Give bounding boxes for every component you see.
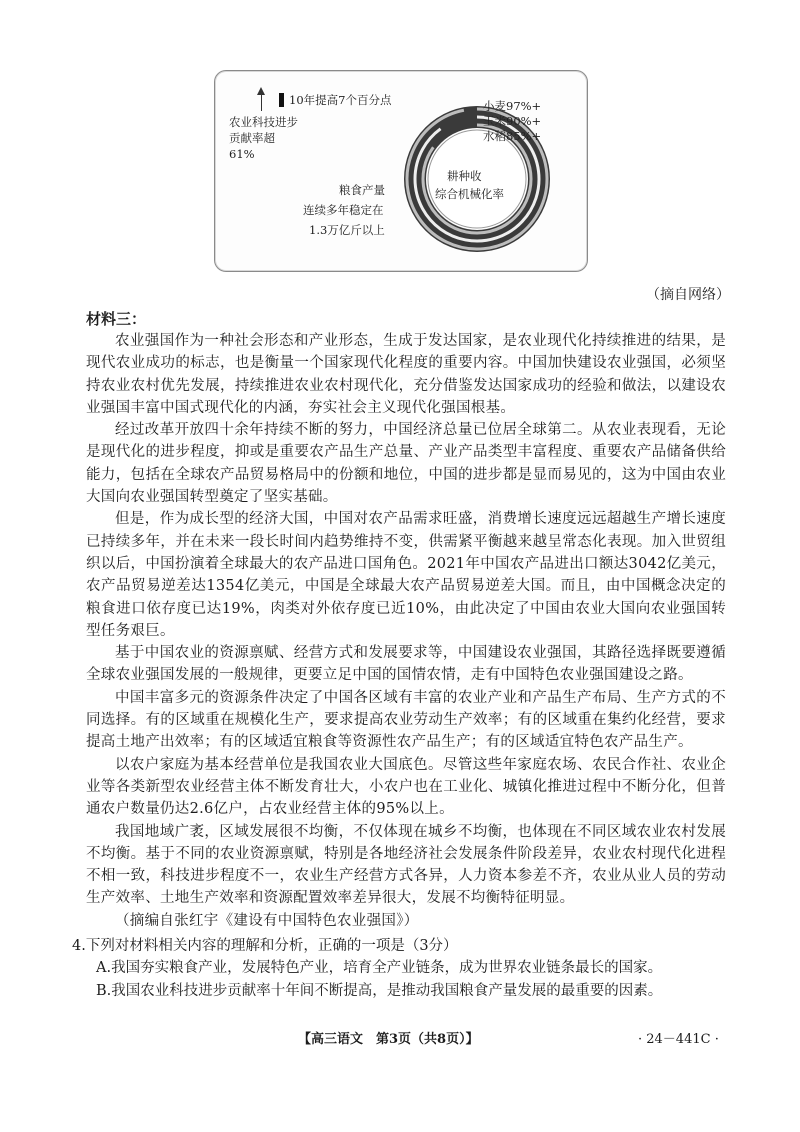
infographic-figure <box>214 70 588 272</box>
tech-label-line2: 贡献率超 <box>229 131 275 145</box>
option-a[interactable]: A.我国夯实粮食产业，发展特色产业，培育全产业链条，成为世界农业链条最长的国家。 <box>96 960 663 977</box>
option-b[interactable]: B.我国农业科技进步贡献率十年间不断提高，是推动我国粮食产量发展的最重要的因素。 <box>96 982 663 999</box>
mech-rate-corn: 玉米90%+ <box>483 114 542 128</box>
footer-exam-code: · 24－441C · <box>638 1032 719 1047</box>
up-arrow-head <box>257 87 265 95</box>
paragraph-4: 基于中国农业的资源禀赋、经营方式和发展要求等，中国建设农业强国，其路径选择既要遵循全球农业强国发展的一般规律，更要立足中国的国情农情，走有中国特色农业强国建设之路。 <box>86 645 726 684</box>
material-three-source: （摘编自张红宇《建设有中国特色农业强国》） <box>115 912 419 929</box>
grain-label-line1: 粮食产量 <box>339 183 385 197</box>
question-4 <box>72 935 732 1002</box>
paragraph-1: 农业强国作为一种社会形态和产业形态，生成于发达国家，是农业现代化持续推进的结果，是现代农业成功的标志，也是衡量一个国家现代化程度的重要内容。中国加快建设农业强国，必须坚持农业农村优先发展，持续推进农业农村现代化，充分借鉴发达国家成功的经验和做法，以建设农业强国丰富中国式现代化的内涵，夯实社会主义现代化强国根基。 <box>86 333 726 416</box>
footer-page-info: 【高三语文 第3页（共8页）】 <box>298 1032 479 1047</box>
tech-label-line3: 61% <box>229 147 255 161</box>
figure-source: （摘自网络） <box>646 287 730 303</box>
page-footer <box>0 1028 800 1050</box>
paragraph-6: 以农户家庭为基本经营单位是我国农业大国底色。尽管这些年家庭农场、农民合作社、农业企业等各类新型农业经营主体不断发育壮大，小农户也在工业化、城镇化推进过程中不断分化，但普通农户数量仍达2.6亿户，占农业经营主体的95%以上。 <box>86 756 726 818</box>
mech-rate-rice: 水稻85%+ <box>483 129 542 143</box>
grain-label-line3: 1.3万亿斤以上 <box>309 223 385 237</box>
tick-note: 10年提高7个百分点 <box>289 93 392 107</box>
mech-center-line1: 耕种收 <box>447 169 482 183</box>
mech-center-line2: 综合机械化率 <box>435 187 504 201</box>
paragraph-5: 中国丰富多元的资源条件决定了中国各区域有丰富的农业产业和产品生产布局、生产方式的不同选择。有的区域重在规模化生产，要求提高农业劳动生产效率；有的区域重在集约化经营，要求提高土地产出效率；有的区域适宜粮食等资源性农产品生产；有的区域适宜特色农产品生产。 <box>86 689 726 751</box>
mech-rate-wheat: 小麦97%+ <box>483 99 542 113</box>
material-three-body <box>86 330 726 932</box>
question-stem: 4.下列对材料相关内容的理解和分析，正确的一项是（3分） <box>72 938 458 954</box>
paragraph-3: 但是，作为成长型的经济大国，中国对农产品需求旺盛，消费增长速度远远超越生产增长速度已持续多年，并在未来一段长时间内趋势维持不变，供需紧平衡越来越呈常态化表现。加入世贸组织以后，中国扮演着全球最大的农产品进口国角色。2021年中国农产品进出口额达3042亿美元，农产品贸易逆差达1354亿美元，中国是全球最大农产品贸易逆差大国。而且，由中国概念决定的粮食进口依存度已达19%，肉类对外依存度已近10%，由此决定了中国由农业大国向农业强国转型任务艰巨。 <box>86 511 726 639</box>
paragraph-2: 经过改革开放四十余年持续不断的努力，中国经济总量已位居全球第二。从农业表现看，无论是现代化的进步程度，抑或是重要农产品生产总量、产业产品类型丰富程度、重要农产品储备供给能力，包括在全球农产品贸易格局中的份额和地位，中国的进步都是显而易见的，这为中国由农业大国向农业强国转型奠定了坚实基础。 <box>86 422 726 506</box>
material-three-heading: 材料三： <box>86 310 147 328</box>
tech-label-line1: 农业科技进步 <box>229 115 298 129</box>
paragraph-7: 我国地域广袤，区域发展很不均衡，不仅体现在城乡不均衡，也体现在不同区域农业农村发展不均衡。基于不同的农业资源禀赋，特别是各地经济社会发展条件阶段差异，农业农村现代化进程不相一致，科技进步程度不一，农业生产经营方式各异，人力资本参差不齐，农业从业人员的劳动生产效率、土地生产效率和资源配置效率差异很大，发展不均衡特征明显。 <box>86 823 726 907</box>
increase-bar-icon <box>279 93 284 107</box>
grain-label-line2: 连续多年稳定在 <box>303 203 384 217</box>
